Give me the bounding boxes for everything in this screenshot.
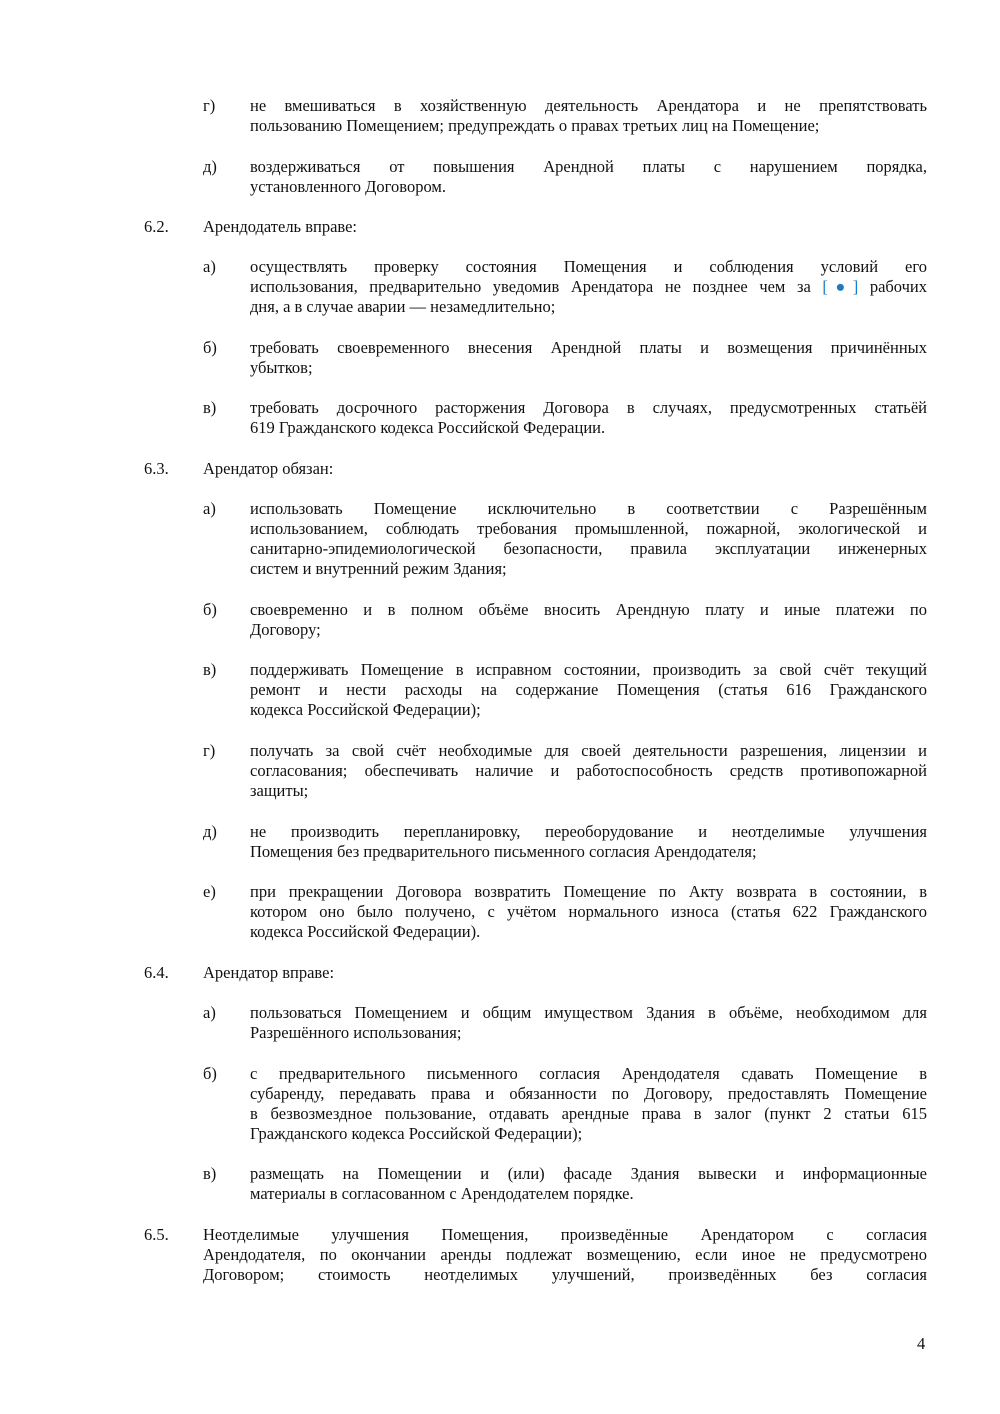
text-line: поддерживать Помещение в исправном состоянии, производить за свой счёт текущий (250, 660, 927, 679)
section-number: 6.4. (144, 963, 169, 982)
list-item-text (250, 660, 927, 720)
text-line: осуществлять проверку состояния Помещения и соблюдения условий его (250, 257, 927, 276)
text-line: Гражданского кодекса Российской Федерации); (250, 1124, 583, 1143)
section-heading: Арендодатель вправе: (203, 217, 357, 236)
text-line: материалы в согласованном с Арендодателем порядке. (250, 1184, 634, 1203)
list-item-text (250, 398, 927, 438)
list-item-text (250, 1003, 927, 1043)
text-line: ремонт и нести расходы на содержание Помещения (статья 616 Гражданского (250, 680, 927, 699)
list-marker: в) (203, 398, 217, 417)
list-marker: е) (203, 882, 216, 901)
list-item-text (250, 600, 927, 640)
list-item-text (250, 822, 927, 862)
text-line: Помещения без предварительного письменного согласия Арендодателя; (250, 842, 757, 861)
list-item-text (250, 741, 927, 801)
placeholder-bullet: [●] (822, 277, 859, 296)
list-item-text (250, 1064, 927, 1144)
text-line: Разрешённого использования; (250, 1023, 462, 1042)
text-line: получать за свой счёт необходимые для своей деятельности разрешения, лицензии и (250, 741, 927, 760)
text-line: использованием, соблюдать требования промышленной, пожарной, экологической и (250, 519, 927, 538)
text-line: субаренду, передавать права и обязанности по Договору, предоставлять Помещение (250, 1084, 927, 1103)
text-line: котором оно было получено, с учётом нормального износа (статья 622 Гражданского (250, 902, 927, 921)
text-line: санитарно-эпидемиологической безопасности, правила эксплуатации инженерных (250, 539, 927, 558)
text-line: защиты; (250, 781, 309, 800)
text-line: своевременно и в полном объёме вносить Арендную плату и иные платежи по (250, 600, 927, 619)
text-fragment: рабочих (869, 277, 927, 296)
text-line: Договором; стоимость неотделимых улучшений, произведённых без согласия (203, 1265, 927, 1284)
list-marker: г) (203, 96, 216, 115)
text-line: не производить перепланировку, переоборудование и неотделимые улучшения (250, 822, 927, 841)
list-marker: а) (203, 257, 216, 276)
text-line: использовать Помещение исключительно в соответствии с Разрешённым (250, 499, 927, 518)
text-line: согласования; обеспечивать наличие и работоспособность средств противопожарной (250, 761, 927, 780)
list-item-text (250, 338, 927, 378)
page-number: 4 (917, 1334, 926, 1353)
text-fragment: использования, предварительно уведомив Арендатора не позднее чем за (250, 277, 811, 296)
text-line: при прекращении Договора возвратить Помещение по Акту возврата в состоянии, в (250, 882, 927, 901)
text-line: убытков; (250, 358, 313, 377)
list-item-text (250, 1164, 927, 1204)
text-line: систем и внутренний режим Здания; (250, 559, 507, 578)
list-marker: г) (203, 741, 216, 760)
text-line: 619 Гражданского кодекса Российской Федерации. (250, 418, 606, 437)
text-line: требовать досрочного расторжения Договора в случаях, предусмотренных статьёй (250, 398, 927, 417)
text-line: дня, а в случае аварии — незамедлительно; (250, 297, 556, 316)
list-marker: б) (203, 338, 217, 357)
list-item-text (250, 882, 927, 942)
text-line: пользованию Помещением; предупреждать о правах третьих лиц на Помещение; (250, 116, 820, 135)
list-marker: б) (203, 1064, 217, 1083)
list-item-text (250, 257, 927, 317)
list-marker: д) (203, 157, 217, 176)
text-line-with-placeholder (250, 277, 927, 297)
text-line: кодекса Российской Федерации). (250, 922, 481, 941)
list-item-text (250, 157, 927, 197)
text-line: с предварительного письменного согласия Арендодателя сдавать Помещение в (250, 1064, 927, 1083)
text-line: воздерживаться от повышения Арендной платы с нарушением порядка, (250, 157, 927, 176)
text-line: размещать на Помещении и (или) фасаде Здания вывески и информационные (250, 1164, 927, 1183)
section-number: 6.2. (144, 217, 169, 236)
list-marker: б) (203, 600, 217, 619)
text-line: требовать своевременного внесения Арендной платы и возмещения причинённых (250, 338, 927, 357)
text-line: не вмешиваться в хозяйственную деятельность Арендатора и не препятствовать (250, 96, 927, 115)
text-line: Договору; (250, 620, 321, 639)
text-line: Неотделимые улучшения Помещения, произведённые Арендатором с согласия (203, 1225, 927, 1244)
list-marker: в) (203, 660, 217, 679)
section-number: 6.3. (144, 459, 169, 478)
text-line: кодекса Российской Федерации); (250, 700, 481, 719)
text-line: установленного Договором. (250, 177, 446, 196)
list-marker: д) (203, 822, 217, 841)
section-heading: Арендатор обязан: (203, 459, 334, 478)
text-line: пользоваться Помещением и общим имуществом Здания в объёме, необходимом для (250, 1003, 927, 1022)
text-line: Арендодателя, по окончании аренды подлежат возмещению, если иное не предусмотрено (203, 1245, 927, 1264)
list-marker: а) (203, 499, 216, 518)
section-paragraph (203, 1225, 927, 1285)
text-line: в безвозмездное пользование, отдавать арендные права в залог (пункт 2 статьи 615 (250, 1104, 927, 1123)
section-number: 6.5. (144, 1225, 169, 1244)
list-item-text (250, 499, 927, 579)
list-marker: в) (203, 1164, 217, 1183)
section-heading: Арендатор вправе: (203, 963, 335, 982)
list-marker: а) (203, 1003, 216, 1022)
list-item-text (250, 96, 927, 136)
